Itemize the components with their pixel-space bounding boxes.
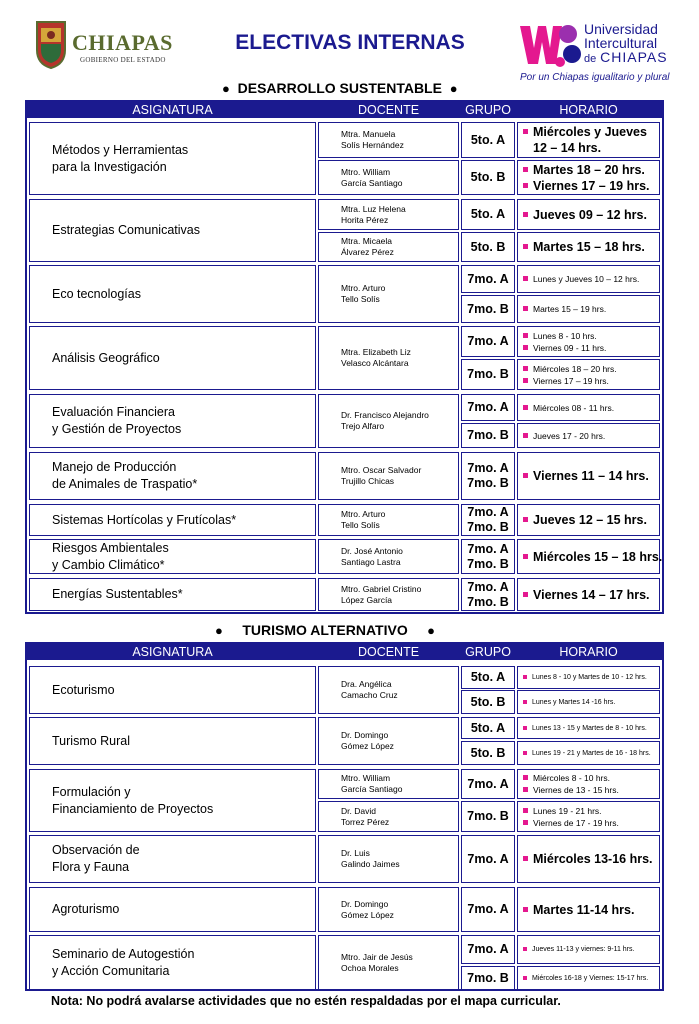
docente-cell: Mtro. Oscar Salvador Trujillo Chicas [318, 452, 459, 500]
docente-cell: Dra. Angélica Camacho Cruz [318, 666, 459, 714]
horario-line [523, 817, 659, 829]
chiapas-logo-subtitle: GOBIERNO DEL ESTADO [80, 56, 166, 64]
horario-text: Lunes y Martes 14 -16 hrs. [532, 698, 616, 706]
horario-text: Viernes de 17 - 19 hrs. [533, 817, 619, 828]
horario-cell [517, 717, 660, 739]
grupo-cell: 7mo. B [461, 359, 515, 390]
bullet-icon [523, 808, 528, 813]
bullet-icon [523, 345, 528, 350]
grupo-cell: 7mo. B [461, 423, 515, 448]
horario-line [523, 697, 659, 708]
horario-line [523, 672, 659, 683]
horario-cell [517, 539, 663, 574]
horario-cell [517, 423, 660, 448]
header-grupo: GRUPO [465, 103, 511, 117]
bullet-icon [523, 405, 528, 410]
bullet-icon [523, 244, 528, 249]
shield-icon [35, 20, 67, 70]
docente-cell: Dr. Francisco Alejandro Trejo Alfaro [318, 394, 459, 448]
bullet-icon [523, 675, 527, 679]
grupo-cell: 7mo. A [461, 265, 515, 293]
horario-line [523, 772, 659, 784]
horario-text: Jueves 11-13 y viernes: 9-11 hrs. [532, 946, 635, 953]
horario-line [523, 402, 659, 414]
header-horario: HORARIO [559, 103, 618, 117]
grupo-cell: 7mo. A [461, 835, 515, 883]
subject-cell: Ecoturismo [29, 666, 316, 714]
subject-cell: Eco tecnologías [29, 265, 316, 323]
horario-line [523, 723, 659, 734]
subject-cell: Estrategias Comunicativas [29, 199, 316, 262]
grupo-cell: 7mo. A [461, 326, 515, 357]
horario-line [523, 944, 659, 955]
horario-line [523, 805, 659, 817]
horario-line [523, 207, 659, 223]
grupo-cell: 7mo. A [461, 935, 515, 964]
horario-text: Lunes 13 - 15 y Martes de 8 - 10 hrs. [532, 724, 647, 732]
horario-line [523, 902, 659, 918]
bullet-icon [523, 306, 528, 311]
docente-cell: Mtro. William García Santiago [318, 769, 459, 799]
horario-line [523, 784, 659, 796]
bullet-icon [523, 976, 527, 980]
subject-cell: Energías Sustentables* [29, 578, 316, 611]
section-title-text: DESARROLLO SUSTENTABLE [237, 80, 442, 96]
bullet-icon [523, 333, 528, 338]
grupo-cell: 7mo. A [461, 887, 515, 932]
horario-line [523, 303, 659, 315]
docente-cell: Mtro. Jair de Jesús Ochoa Morales [318, 935, 459, 990]
horario-text: Lunes 19 - 21 hrs. [533, 805, 602, 816]
grupo-cell: 7mo. A 7mo. B [461, 539, 515, 574]
subject-cell: Seminario de Autogestión y Acción Comunitaria [29, 935, 316, 990]
chiapas-logo [30, 20, 190, 80]
horario-text: Martes 15 – 18 hrs. [533, 240, 645, 254]
bullet-icon [523, 751, 527, 755]
horario-cell [517, 359, 660, 390]
header-asignatura: ASIGNATURA [132, 103, 213, 117]
horario-line [523, 178, 659, 194]
horario-line [523, 973, 659, 984]
horario-text: Miércoles 08 - 11 hrs. [533, 402, 615, 413]
grupo-cell: 5to. A [461, 717, 515, 739]
docente-cell: Mtro. Gabriel Cristino López García [318, 578, 459, 611]
horario-cell [517, 504, 660, 536]
docente-cell: Dr. Domingo Gómez López [318, 717, 459, 765]
subject-cell: Manejo de Producción de Animales de Traspatio* [29, 452, 316, 500]
horario-text: Viernes 09 - 11 hrs. [533, 342, 607, 353]
docente-cell: Dr. Domingo Gómez López [318, 887, 459, 932]
horario-line [523, 330, 659, 342]
footer-note: Nota: No podrá avalarse actividades que no estén respaldadas por el mapa curricular. [51, 994, 561, 1008]
docente-cell: Mtra. Elizabeth Liz Velasco Alcántara [318, 326, 459, 390]
docente-cell: Mtra. Micaela Álvarez Pérez [318, 232, 459, 262]
horario-text: Miércoles y Jueves [533, 125, 647, 139]
table-header [27, 102, 662, 118]
horario-line [523, 363, 659, 375]
horario-cell [517, 394, 660, 421]
horario-line [523, 273, 659, 285]
bullet-icon [523, 167, 528, 172]
unich-line-2: Intercultural [584, 35, 658, 51]
grupo-cell: 7mo. B [461, 966, 515, 990]
horario-text: Lunes 8 - 10 y Martes de 10 - 12 hrs. [532, 674, 647, 681]
bullet-icon [523, 473, 528, 478]
grupo-cell: 7mo. A 7mo. B [461, 452, 515, 500]
header-docente: DOCENTE [357, 103, 420, 117]
horario-cell [517, 966, 660, 990]
page-title: ELECTIVAS INTERNAS [235, 31, 465, 54]
horario-text: Lunes 8 - 10 hrs. [533, 330, 597, 341]
horario-cell [517, 801, 660, 832]
bullet-icon [523, 726, 527, 730]
horario-text: Martes 15 – 19 hrs. [533, 304, 607, 314]
section-title-text: TURISMO ALTERNATIVO [242, 622, 408, 638]
horario-cell [517, 199, 660, 230]
horario-text: Miércoles 16-18 y Viernes: 15-17 hrs. [532, 974, 649, 982]
chiapas-logo-text: CHIAPAS [72, 30, 173, 55]
unich-line-3a: de [584, 53, 597, 65]
grupo-cell: 5to. B [461, 690, 515, 714]
horario-line [523, 124, 659, 140]
horario-text: Viernes de 13 - 15 hrs. [533, 785, 619, 795]
bullet-icon [523, 378, 528, 383]
unich-line-1: Universidad [584, 21, 658, 37]
docente-cell: Dr. José Antonio Santiago Lastra [318, 539, 459, 574]
horario-cell [517, 835, 660, 883]
subject-cell: Análisis Geográfico [29, 326, 316, 390]
horario-cell [517, 232, 660, 262]
docente-cell: Mtro. William García Santiago [318, 160, 459, 195]
horario-line [523, 468, 659, 484]
bullet-icon [523, 775, 528, 780]
unich-emblem-icon [518, 20, 582, 72]
horario-text: 12 – 14 hrs. [533, 141, 602, 155]
bullet-icon [523, 276, 528, 281]
subject-cell: Métodos y Herramientas para la Investigación [29, 122, 316, 195]
grupo-cell: 5to. B [461, 232, 515, 262]
docente-cell: Dr. Luis Galindo Jaimes [318, 835, 459, 883]
horario-text: Miércoles 13-16 hrs. [533, 852, 653, 866]
horario-text: Miércoles 18 – 20 hrs. [533, 363, 617, 374]
horario-cell [517, 160, 660, 195]
table-header [27, 644, 662, 660]
horario-line [523, 162, 659, 178]
unich-line-3b: CHIAPAS [600, 49, 668, 65]
unich-tagline: Por un Chiapas igualitario y plural [520, 72, 670, 83]
docente-cell: Mtra. Manuela Solís Hernández [318, 122, 459, 158]
horario-line [523, 587, 659, 603]
grupo-cell: 5to. A [461, 122, 515, 158]
horario-text: Martes 18 – 20 hrs. [533, 162, 645, 177]
section-title-turismo: ● TURISMO ALTERNATIVO ● [215, 622, 436, 638]
horario-text: Viernes 14 – 17 hrs. [533, 587, 650, 602]
grupo-cell: 5to. B [461, 160, 515, 195]
horario-line [523, 430, 659, 442]
horario-cell [517, 452, 660, 500]
horario-text: Miércoles 15 – 18 hrs. [533, 549, 663, 564]
horario-cell [517, 578, 660, 611]
bullet-icon [523, 700, 527, 704]
horario-cell [517, 769, 660, 799]
subject-cell: Sistemas Hortícolas y Frutícolas* [29, 504, 316, 536]
horario-cell [517, 295, 660, 323]
horario-line [523, 239, 659, 255]
horario-text: Lunes y Jueves 10 – 12 hrs. [533, 274, 640, 284]
bullet-icon [523, 212, 528, 217]
horario-line [523, 549, 663, 565]
horario-cell [517, 887, 660, 932]
docente-cell: Mtro. Arturo Tello Solís [318, 265, 459, 323]
subject-cell: Turismo Rural [29, 717, 316, 765]
horario-text: Viernes 11 – 14 hrs. [533, 469, 649, 483]
bullet-icon [523, 129, 528, 134]
horario-text: Martes 11-14 hrs. [533, 902, 635, 917]
horario-line [523, 140, 659, 156]
docente-cell: Mtro. Arturo Tello Solís [318, 504, 459, 536]
horario-cell [517, 741, 660, 765]
table-turismo-alternativo [25, 642, 664, 991]
bullet-icon [523, 517, 528, 522]
grupo-cell: 5to. B [461, 741, 515, 765]
docente-cell: Dr. David Torrez Pérez [318, 801, 459, 832]
horario-text: Jueves 12 – 15 hrs. [533, 513, 647, 527]
grupo-cell: 7mo. B [461, 295, 515, 323]
bullet-icon [523, 947, 527, 951]
section-title-desarrollo: ● DESARROLLO SUSTENTABLE ● [222, 80, 458, 96]
subject-cell: Formulación y Financiamiento de Proyectos [29, 769, 316, 832]
grupo-cell: 7mo. A 7mo. B [461, 578, 515, 611]
horario-line [523, 375, 659, 387]
horario-text: Miércoles 8 - 10 hrs. [533, 773, 610, 783]
horario-cell [517, 690, 660, 714]
horario-text: Lunes 19 - 21 y Martes de 16 - 18 hrs. [532, 749, 651, 757]
bullet-icon [523, 907, 528, 912]
header-grupo: GRUPO [465, 645, 511, 659]
horario-cell [517, 326, 660, 357]
grupo-cell: 5to. A [461, 666, 515, 689]
bullet-icon [523, 592, 528, 597]
horario-text: Viernes 17 – 19 hrs. [533, 178, 650, 193]
bullet-icon [523, 554, 528, 559]
subject-cell: Evaluación Financiera y Gestión de Proyectos [29, 394, 316, 448]
grupo-cell: 7mo. A 7mo. B [461, 504, 515, 536]
horario-cell [517, 122, 660, 158]
grupo-cell: 7mo. B [461, 801, 515, 832]
unich-logo [518, 18, 688, 88]
header-horario: HORARIO [559, 645, 618, 659]
bullet-icon [523, 366, 528, 371]
bullet-icon [523, 820, 528, 825]
table-desarrollo-sustentable [25, 100, 664, 614]
horario-line [523, 851, 659, 867]
horario-text: Jueves 09 – 12 hrs. [533, 207, 647, 222]
bullet-icon [523, 856, 528, 861]
horario-line [523, 342, 659, 354]
horario-text: Viernes 17 – 19 hrs. [533, 375, 609, 386]
horario-text: Jueves 17 - 20 hrs. [533, 430, 606, 441]
grupo-cell: 7mo. A [461, 769, 515, 799]
subject-cell: Observación de Flora y Fauna [29, 835, 316, 883]
grupo-cell: 7mo. A [461, 394, 515, 421]
bullet-icon [523, 787, 528, 792]
bullet-icon [523, 183, 528, 188]
horario-cell [517, 935, 660, 964]
docente-cell: Mtra. Luz Helena Horita Pérez [318, 199, 459, 230]
horario-cell [517, 666, 660, 689]
subject-cell: Agroturismo [29, 887, 316, 932]
header-asignatura: ASIGNATURA [132, 645, 213, 659]
horario-line [523, 748, 659, 759]
horario-cell [517, 265, 660, 293]
header-docente: DOCENTE [357, 645, 420, 659]
horario-line [523, 512, 659, 528]
bullet-icon [523, 433, 528, 438]
grupo-cell: 5to. A [461, 199, 515, 230]
subject-cell: Riesgos Ambientales y Cambio Climático* [29, 539, 316, 574]
